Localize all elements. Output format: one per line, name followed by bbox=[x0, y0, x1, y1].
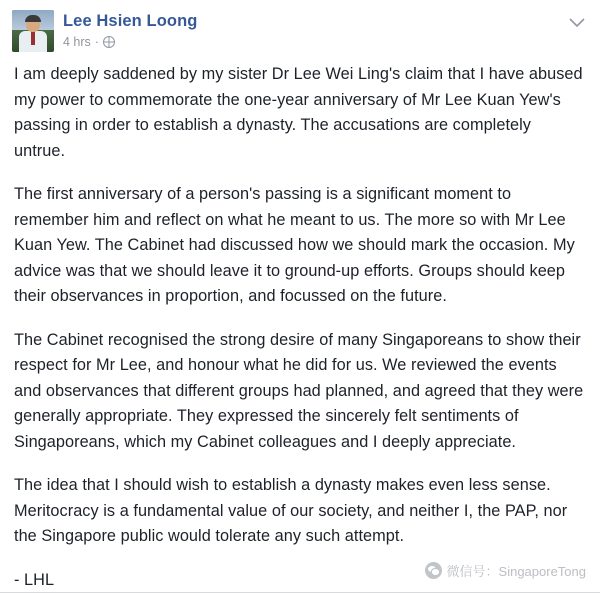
post-paragraph: The Cabinet recognised the strong desire of many Singaporeans to show their respect for Mr Lee, and honour what he did for us. We reviewed the events and observances that different groups had planned, and agreed that they were generally appropriate. They expressed the sincerely felt sentiments of Singaporeans, which my Cabinet colleagues and I deeply appreciate. bbox=[14, 330, 584, 451]
post-signature: - LHL bbox=[14, 570, 55, 589]
avatar[interactable] bbox=[12, 10, 54, 52]
globe-icon[interactable] bbox=[103, 36, 115, 48]
post-paragraph: The first anniversary of a person's passing is a significant moment to remember him and reflect on what he meant to us. The more so with Mr Lee Kuan Yew. The Cabinet had discussed how we should mark the occasion. My advice was that we should leave it to ground-up efforts. Groups should keep their observances in proportion, and focussed on the future. bbox=[14, 185, 575, 305]
post-author-name[interactable]: Lee Hsien Loong bbox=[63, 12, 198, 30]
post-header bbox=[0, 0, 600, 56]
post-paragraph: I am deeply saddened by my sister Dr Lee Wei Ling's claim that I have abused my power to commemorate the one-year anniversary of Mr Lee Kuan Yew's passing in order to establish a dynasty. The accusations are completely untrue. bbox=[14, 65, 583, 160]
chevron-down-icon[interactable] bbox=[566, 14, 588, 32]
meta-separator: · bbox=[94, 35, 99, 49]
avatar-tie bbox=[31, 31, 35, 45]
post-body bbox=[0, 56, 600, 593]
watermark-text: 微信号：SingaporeTong bbox=[446, 564, 586, 579]
wechat-icon bbox=[425, 562, 442, 579]
watermark bbox=[425, 561, 586, 580]
avatar-hair bbox=[25, 15, 41, 22]
post-header-text bbox=[63, 10, 588, 50]
post-meta bbox=[63, 34, 588, 50]
post-paragraph: The idea that I should wish to establish a dynasty makes even less sense. Meritocracy is a fundamental value of our society, and neither I, the PAP, nor the Singapore public would tolerate any such attempt. bbox=[14, 476, 568, 545]
post-timestamp[interactable]: 4 hrs bbox=[63, 35, 91, 49]
